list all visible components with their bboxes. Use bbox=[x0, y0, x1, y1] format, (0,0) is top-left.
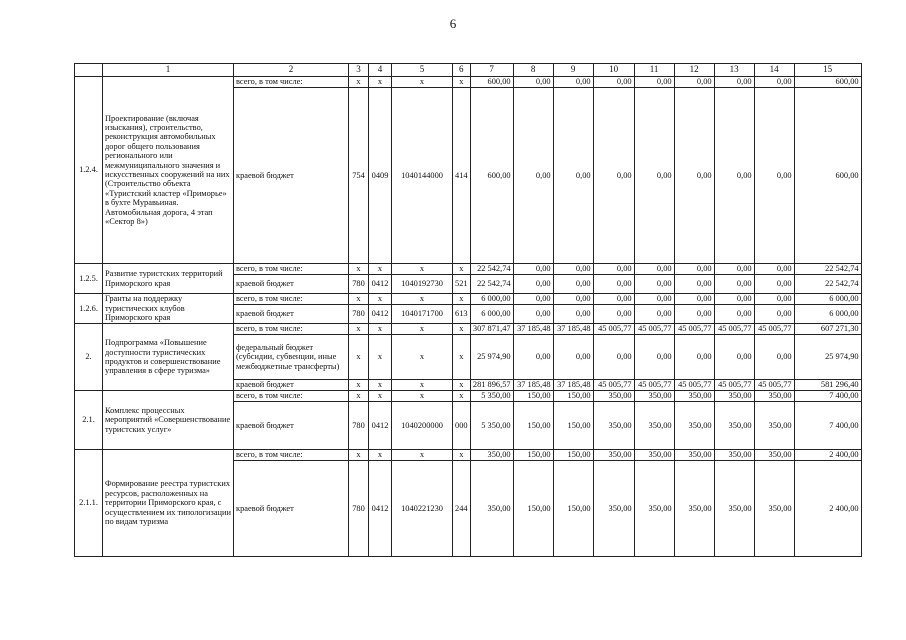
code-ministry: 780 bbox=[349, 275, 369, 294]
header-cell: 14 bbox=[754, 64, 794, 77]
amount-cell: 0,00 bbox=[513, 305, 553, 324]
funding-source: краевой бюджет bbox=[234, 88, 349, 264]
amount-cell: 0,00 bbox=[714, 294, 754, 305]
amount-cell: 350,00 bbox=[754, 461, 794, 557]
header-cell: 7 bbox=[470, 64, 513, 77]
amount-cell: 0,00 bbox=[754, 275, 794, 294]
code-expense-type: x bbox=[453, 294, 471, 305]
amount-cell: 350,00 bbox=[634, 402, 674, 450]
funding-source: краевой бюджет bbox=[234, 380, 349, 391]
amount-cell: 45 005,77 bbox=[754, 380, 794, 391]
code-section: x bbox=[369, 264, 392, 275]
amount-cell: 350,00 bbox=[674, 402, 714, 450]
code-section: x bbox=[369, 335, 392, 380]
amount-cell: 350,00 bbox=[674, 450, 714, 461]
amount-cell: 22 542,74 bbox=[470, 264, 513, 275]
amount-cell: 0,00 bbox=[553, 294, 593, 305]
amount-cell: 7 400,00 bbox=[794, 391, 861, 402]
header-cell: 5 bbox=[392, 64, 453, 77]
amount-cell: 22 542,74 bbox=[470, 275, 513, 294]
code-ministry: 754 bbox=[349, 88, 369, 264]
table-body bbox=[75, 77, 862, 557]
code-ministry: x bbox=[349, 391, 369, 402]
table-row bbox=[75, 294, 862, 305]
code-section: x bbox=[369, 391, 392, 402]
amount-cell: 350,00 bbox=[593, 461, 634, 557]
amount-cell: 6 000,00 bbox=[794, 294, 861, 305]
amount-cell: 0,00 bbox=[553, 335, 593, 380]
code-expense-type: 613 bbox=[453, 305, 471, 324]
amount-cell: 350,00 bbox=[754, 391, 794, 402]
amount-cell: 0,00 bbox=[714, 305, 754, 324]
funding-source: всего, в том числе: bbox=[234, 294, 349, 305]
code-ministry: x bbox=[349, 264, 369, 275]
amount-cell: 37 185,48 bbox=[513, 324, 553, 335]
row-index: 1.2.4. bbox=[75, 77, 103, 264]
amount-cell: 307 871,47 bbox=[470, 324, 513, 335]
table-row bbox=[75, 450, 862, 461]
amount-cell: 0,00 bbox=[674, 88, 714, 264]
funding-source: всего, в том числе: bbox=[234, 391, 349, 402]
code-expense-type: 521 bbox=[453, 275, 471, 294]
amount-cell: 0,00 bbox=[754, 264, 794, 275]
amount-cell: 600,00 bbox=[794, 77, 861, 88]
funding-source: всего, в том числе: bbox=[234, 77, 349, 88]
amount-cell: 7 400,00 bbox=[794, 402, 861, 450]
amount-cell: 0,00 bbox=[674, 305, 714, 324]
amount-cell: 0,00 bbox=[513, 275, 553, 294]
table-row bbox=[75, 324, 862, 335]
amount-cell: 45 005,77 bbox=[674, 324, 714, 335]
funding-source: всего, в том числе: bbox=[234, 324, 349, 335]
funding-source: всего, в том числе: bbox=[234, 450, 349, 461]
amount-cell: 350,00 bbox=[714, 461, 754, 557]
header-cell: 6 bbox=[453, 64, 471, 77]
amount-cell: 150,00 bbox=[513, 402, 553, 450]
amount-cell: 25 974,90 bbox=[470, 335, 513, 380]
header-cell-blank bbox=[75, 64, 103, 77]
amount-cell: 0,00 bbox=[553, 264, 593, 275]
funding-source: краевой бюджет bbox=[234, 402, 349, 450]
code-ministry: x bbox=[349, 450, 369, 461]
code-target: x bbox=[392, 294, 453, 305]
amount-cell: 0,00 bbox=[593, 294, 634, 305]
amount-cell: 350,00 bbox=[470, 461, 513, 557]
code-target: x bbox=[392, 391, 453, 402]
code-section: 0412 bbox=[369, 402, 392, 450]
amount-cell: 0,00 bbox=[754, 88, 794, 264]
code-ministry: x bbox=[349, 77, 369, 88]
activity-name: Развитие туристских территорий Приморского края bbox=[103, 264, 234, 294]
amount-cell: 37 185,48 bbox=[553, 324, 593, 335]
amount-cell: 0,00 bbox=[674, 264, 714, 275]
amount-cell: 350,00 bbox=[593, 391, 634, 402]
amount-cell: 45 005,77 bbox=[754, 324, 794, 335]
amount-cell: 0,00 bbox=[553, 275, 593, 294]
header-cell: 13 bbox=[714, 64, 754, 77]
amount-cell: 6 000,00 bbox=[794, 305, 861, 324]
amount-cell: 607 271,30 bbox=[794, 324, 861, 335]
amount-cell: 0,00 bbox=[634, 77, 674, 88]
row-index: 1.2.6. bbox=[75, 294, 103, 324]
page-number: 6 bbox=[449, 16, 457, 31]
code-target: 1040192730 bbox=[392, 275, 453, 294]
amount-cell: 150,00 bbox=[513, 461, 553, 557]
amount-cell: 0,00 bbox=[593, 275, 634, 294]
amount-cell: 0,00 bbox=[634, 335, 674, 380]
amount-cell: 0,00 bbox=[634, 275, 674, 294]
amount-cell: 0,00 bbox=[593, 335, 634, 380]
amount-cell: 45 005,77 bbox=[593, 324, 634, 335]
amount-cell: 0,00 bbox=[674, 335, 714, 380]
code-section: 0412 bbox=[369, 461, 392, 557]
amount-cell: 0,00 bbox=[593, 88, 634, 264]
code-section: x bbox=[369, 294, 392, 305]
code-section: x bbox=[369, 380, 392, 391]
row-index: 2. bbox=[75, 324, 103, 391]
amount-cell: 45 005,77 bbox=[634, 324, 674, 335]
amount-cell: 0,00 bbox=[634, 305, 674, 324]
amount-cell: 2 400,00 bbox=[794, 461, 861, 557]
amount-cell: 581 296,40 bbox=[794, 380, 861, 391]
code-expense-type: x bbox=[453, 324, 471, 335]
amount-cell: 350,00 bbox=[714, 391, 754, 402]
activity-name: Комплекс процессных мероприятий «Совершенствование туристских услуг» bbox=[103, 391, 234, 450]
code-target: 1040221230 bbox=[392, 461, 453, 557]
table-row bbox=[75, 264, 862, 275]
activity-name: Проектирование (включая изыскания), строительство, реконструкция автомобильных дорог общего пользования регионального или межмуниципального значения и искусственных сооружений на них (Строительство объекта «Туристский кластер «Приморье» в бухте Муравьиная. Автомобильная дорога, 4 этап «Сектор 8») bbox=[103, 77, 234, 264]
amount-cell: 0,00 bbox=[513, 88, 553, 264]
amount-cell: 6 000,00 bbox=[470, 294, 513, 305]
amount-cell: 350,00 bbox=[754, 402, 794, 450]
code-expense-type: x bbox=[453, 335, 471, 380]
amount-cell: 350,00 bbox=[674, 461, 714, 557]
code-ministry: 780 bbox=[349, 461, 369, 557]
header-cell: 1 bbox=[103, 64, 234, 77]
amount-cell: 0,00 bbox=[553, 305, 593, 324]
budget-table bbox=[74, 63, 862, 557]
code-target: x bbox=[392, 264, 453, 275]
funding-source: краевой бюджет bbox=[234, 305, 349, 324]
header-row bbox=[75, 64, 862, 77]
header-cell: 10 bbox=[593, 64, 634, 77]
code-ministry: x bbox=[349, 335, 369, 380]
code-ministry: x bbox=[349, 324, 369, 335]
code-ministry: 780 bbox=[349, 402, 369, 450]
funding-source: федеральный бюджет (субсидии, субвенции, иные межбюджетные трансферты) bbox=[234, 335, 349, 380]
amount-cell: 350,00 bbox=[674, 391, 714, 402]
code-section: 0412 bbox=[369, 275, 392, 294]
amount-cell: 0,00 bbox=[754, 77, 794, 88]
code-expense-type: x bbox=[453, 380, 471, 391]
amount-cell: 0,00 bbox=[714, 77, 754, 88]
code-target: 1040171700 bbox=[392, 305, 453, 324]
amount-cell: 150,00 bbox=[513, 391, 553, 402]
amount-cell: 0,00 bbox=[553, 77, 593, 88]
amount-cell: 6 000,00 bbox=[470, 305, 513, 324]
activity-name: Гранты на поддержку туристических клубов Приморского края bbox=[103, 294, 234, 324]
header-cell: 3 bbox=[349, 64, 369, 77]
amount-cell: 0,00 bbox=[754, 335, 794, 380]
funding-source: краевой бюджет bbox=[234, 275, 349, 294]
amount-cell: 350,00 bbox=[470, 450, 513, 461]
header-cell: 9 bbox=[553, 64, 593, 77]
code-expense-type: x bbox=[453, 391, 471, 402]
header-cell: 2 bbox=[234, 64, 349, 77]
amount-cell: 600,00 bbox=[470, 77, 513, 88]
code-ministry: 780 bbox=[349, 305, 369, 324]
table-row bbox=[75, 77, 862, 88]
table-row bbox=[75, 391, 862, 402]
amount-cell: 600,00 bbox=[794, 88, 861, 264]
code-target: x bbox=[392, 324, 453, 335]
code-ministry: x bbox=[349, 380, 369, 391]
amount-cell: 350,00 bbox=[593, 402, 634, 450]
amount-cell: 45 005,77 bbox=[593, 380, 634, 391]
amount-cell: 0,00 bbox=[634, 264, 674, 275]
amount-cell: 0,00 bbox=[634, 88, 674, 264]
code-ministry: x bbox=[349, 294, 369, 305]
amount-cell: 350,00 bbox=[754, 450, 794, 461]
amount-cell: 0,00 bbox=[593, 77, 634, 88]
code-section: x bbox=[369, 324, 392, 335]
amount-cell: 281 896,57 bbox=[470, 380, 513, 391]
amount-cell: 350,00 bbox=[634, 450, 674, 461]
code-expense-type: 000 bbox=[453, 402, 471, 450]
amount-cell: 150,00 bbox=[553, 450, 593, 461]
code-section: x bbox=[369, 450, 392, 461]
amount-cell: 37 185,48 bbox=[513, 380, 553, 391]
header-cell: 8 bbox=[513, 64, 553, 77]
amount-cell: 5 350,00 bbox=[470, 391, 513, 402]
amount-cell: 0,00 bbox=[513, 264, 553, 275]
header-cell: 11 bbox=[634, 64, 674, 77]
row-index: 2.1. bbox=[75, 391, 103, 450]
amount-cell: 0,00 bbox=[714, 88, 754, 264]
amount-cell: 22 542,74 bbox=[794, 275, 861, 294]
amount-cell: 0,00 bbox=[593, 264, 634, 275]
amount-cell: 45 005,77 bbox=[674, 380, 714, 391]
code-expense-type: 244 bbox=[453, 461, 471, 557]
amount-cell: 600,00 bbox=[470, 88, 513, 264]
amount-cell: 0,00 bbox=[674, 275, 714, 294]
amount-cell: 0,00 bbox=[553, 88, 593, 264]
funding-source: краевой бюджет bbox=[234, 461, 349, 557]
amount-cell: 45 005,77 bbox=[714, 324, 754, 335]
code-target: x bbox=[392, 450, 453, 461]
amount-cell: 0,00 bbox=[634, 294, 674, 305]
code-target: 1040200000 bbox=[392, 402, 453, 450]
amount-cell: 350,00 bbox=[714, 402, 754, 450]
amount-cell: 0,00 bbox=[513, 335, 553, 380]
row-index: 2.1.1. bbox=[75, 450, 103, 557]
header-cell: 12 bbox=[674, 64, 714, 77]
amount-cell: 45 005,77 bbox=[634, 380, 674, 391]
row-index: 1.2.5. bbox=[75, 264, 103, 294]
code-expense-type: x bbox=[453, 264, 471, 275]
amount-cell: 150,00 bbox=[553, 402, 593, 450]
amount-cell: 0,00 bbox=[513, 294, 553, 305]
amount-cell: 350,00 bbox=[714, 450, 754, 461]
code-expense-type: x bbox=[453, 450, 471, 461]
amount-cell: 0,00 bbox=[754, 305, 794, 324]
header-cell: 4 bbox=[369, 64, 392, 77]
code-section: x bbox=[369, 77, 392, 88]
amount-cell: 0,00 bbox=[714, 275, 754, 294]
amount-cell: 0,00 bbox=[593, 305, 634, 324]
amount-cell: 0,00 bbox=[754, 294, 794, 305]
amount-cell: 350,00 bbox=[593, 450, 634, 461]
amount-cell: 350,00 bbox=[634, 461, 674, 557]
amount-cell: 150,00 bbox=[553, 461, 593, 557]
amount-cell: 5 350,00 bbox=[470, 402, 513, 450]
amount-cell: 150,00 bbox=[513, 450, 553, 461]
activity-name: Формирование реестра туристских ресурсов, расположенных на территории Приморского края, с осуществлением их типологизации по видам туризма bbox=[103, 450, 234, 557]
funding-source: всего, в том числе: bbox=[234, 264, 349, 275]
header-cell: 15 bbox=[794, 64, 861, 77]
amount-cell: 0,00 bbox=[714, 264, 754, 275]
amount-cell: 0,00 bbox=[674, 294, 714, 305]
amount-cell: 45 005,77 bbox=[714, 380, 754, 391]
amount-cell: 22 542,74 bbox=[794, 264, 861, 275]
amount-cell: 350,00 bbox=[634, 391, 674, 402]
amount-cell: 25 974,90 bbox=[794, 335, 861, 380]
code-target: x bbox=[392, 380, 453, 391]
amount-cell: 0,00 bbox=[714, 335, 754, 380]
activity-name: Подпрограмма «Повышение доступности туристических продуктов и совершенствование управления в сфере туризма» bbox=[103, 324, 234, 391]
code-expense-type: 414 bbox=[453, 88, 471, 264]
amount-cell: 2 400,00 bbox=[794, 450, 861, 461]
code-section: 0412 bbox=[369, 305, 392, 324]
amount-cell: 37 185,48 bbox=[553, 380, 593, 391]
amount-cell: 0,00 bbox=[513, 77, 553, 88]
amount-cell: 150,00 bbox=[553, 391, 593, 402]
code-target: x bbox=[392, 77, 453, 88]
amount-cell: 0,00 bbox=[674, 77, 714, 88]
code-target: x bbox=[392, 335, 453, 380]
code-target: 1040144000 bbox=[392, 88, 453, 264]
code-section: 0409 bbox=[369, 88, 392, 264]
code-expense-type: x bbox=[453, 77, 471, 88]
